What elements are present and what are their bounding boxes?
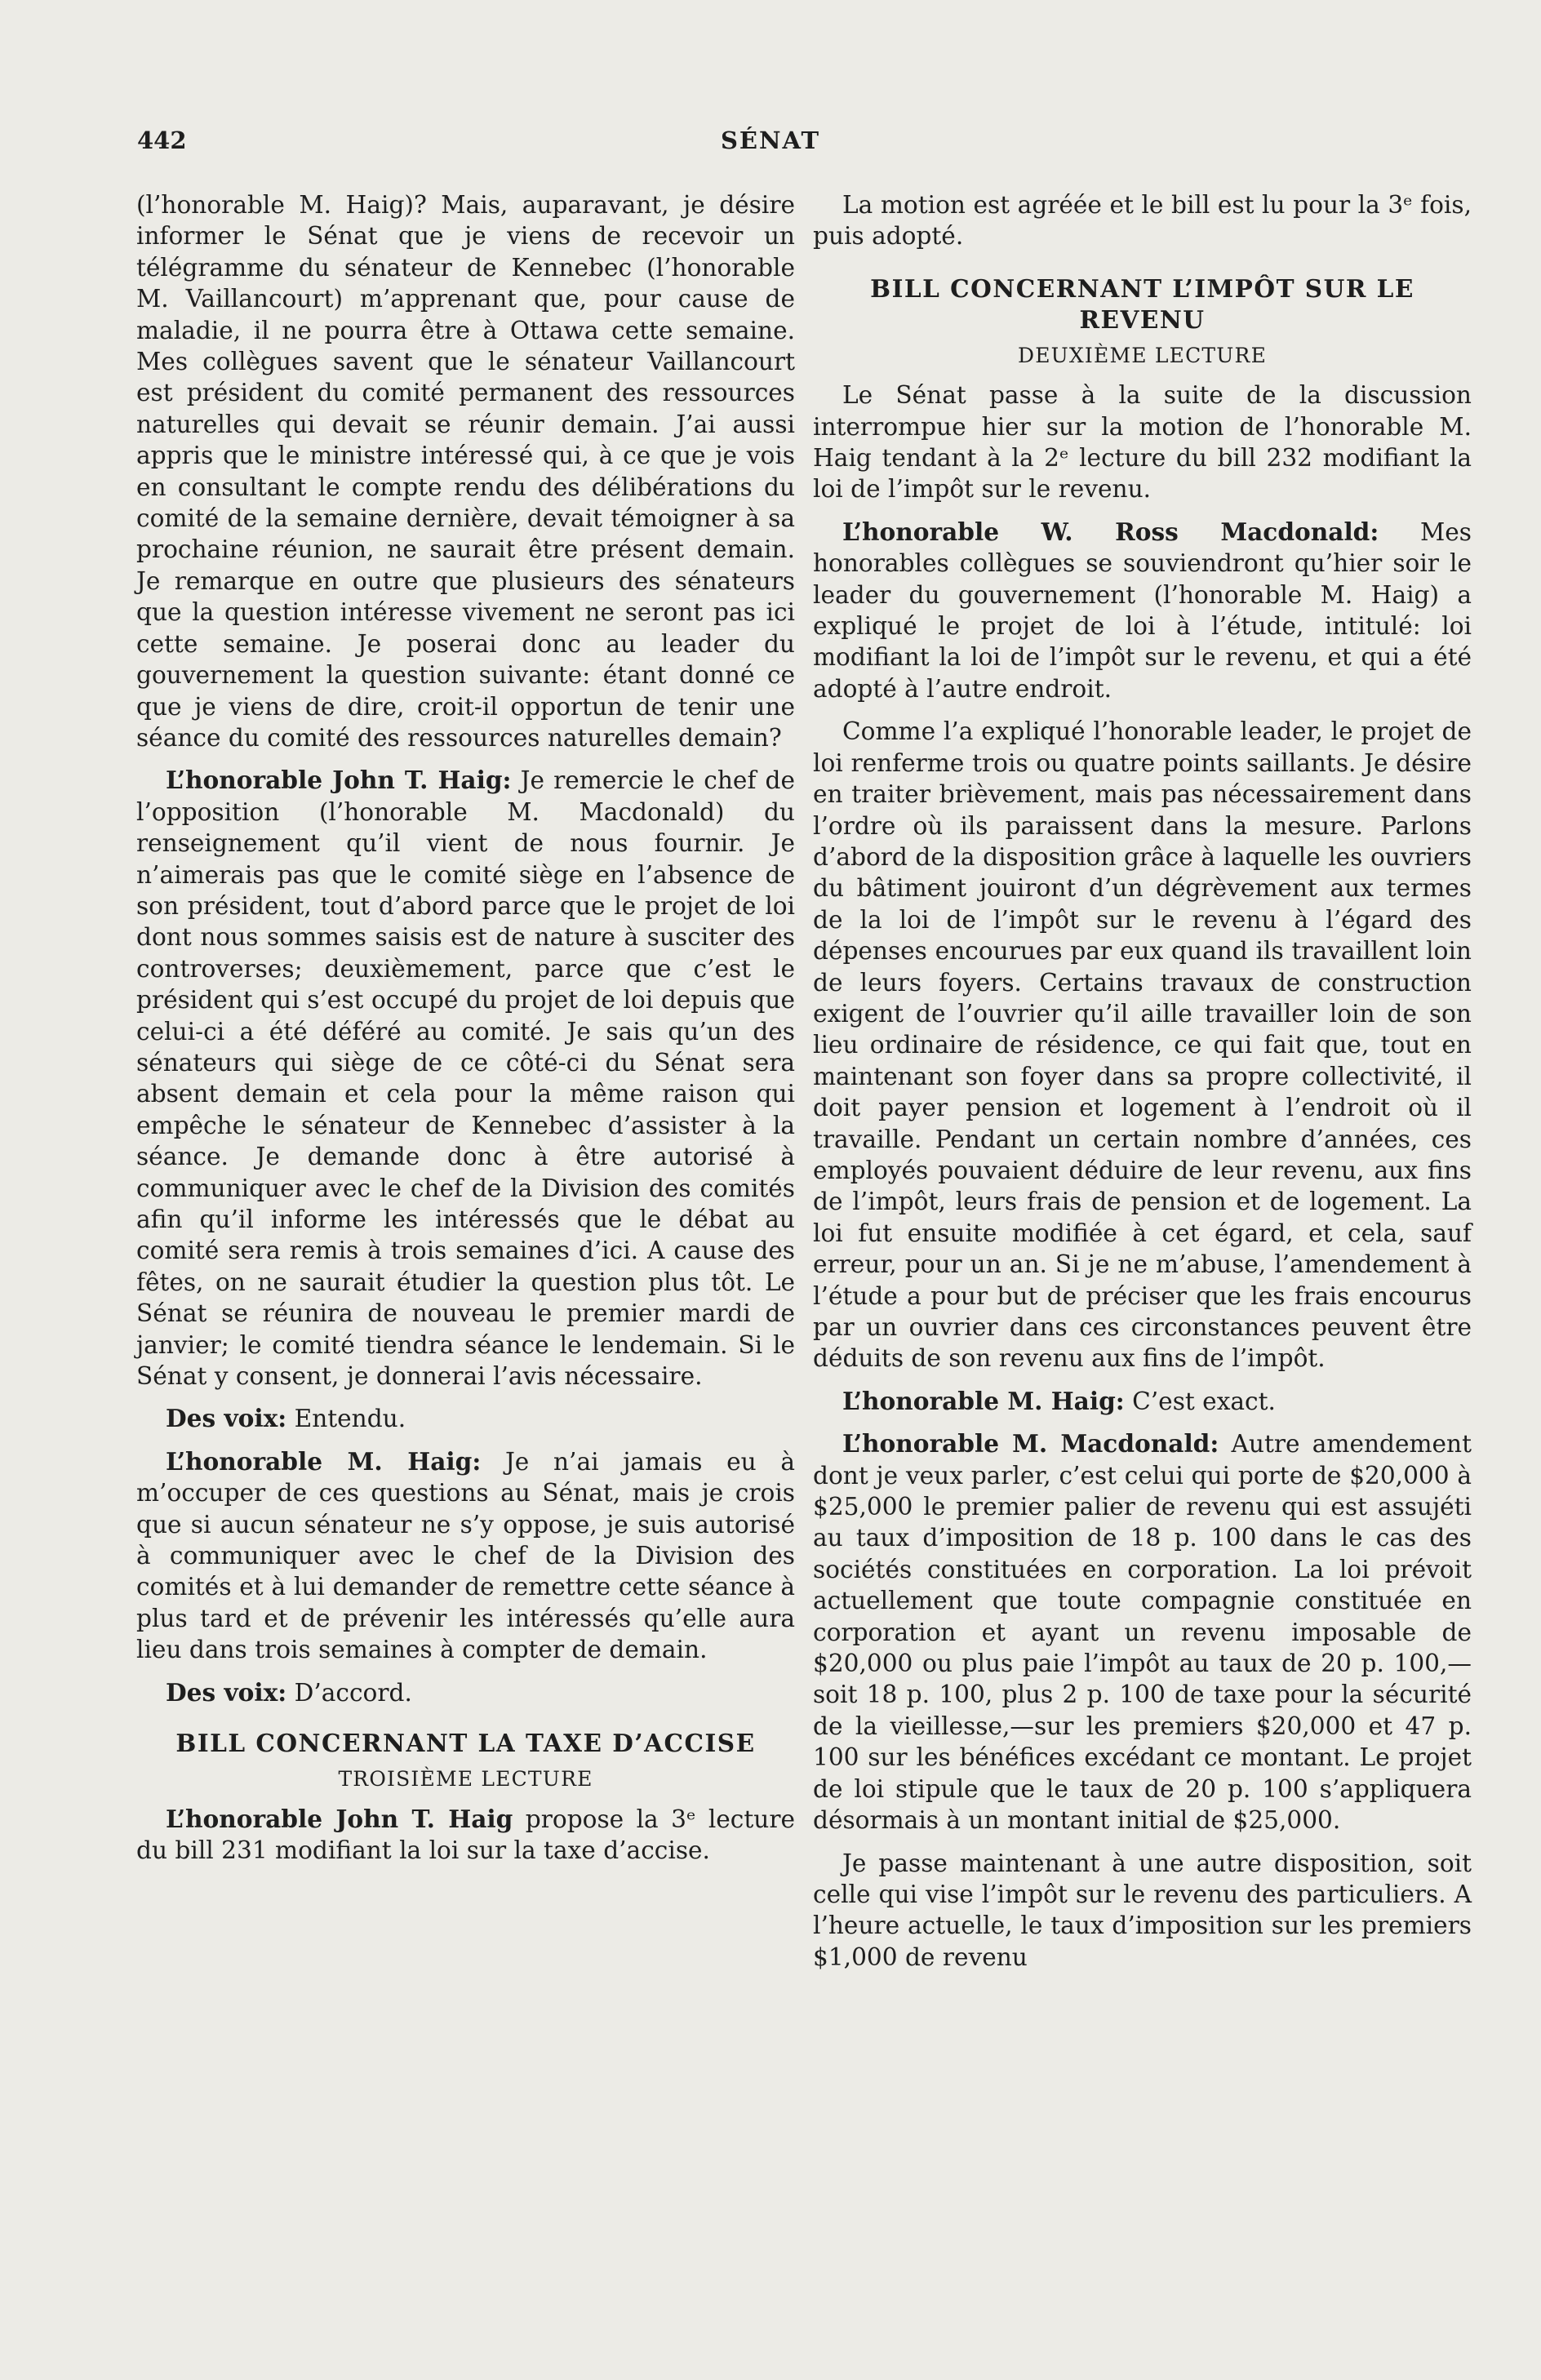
paragraph-text: C’est exact. bbox=[1124, 1387, 1276, 1415]
paragraph bbox=[136, 1446, 795, 1666]
paragraph bbox=[136, 1677, 795, 1708]
paragraph bbox=[813, 1428, 1472, 1836]
speaker-name: L’honorable M. Haig: bbox=[166, 1446, 482, 1476]
section-subheading: TROISIÈME LECTURE bbox=[338, 1767, 593, 1792]
speaker-name: L’honorable John T. Haig: bbox=[166, 766, 512, 795]
paragraph-text: Je n’ai jamais eu à m’occuper de ces questions au Sénat, mais je crois que si aucun sénateur ne s’y oppose, je suis autorisé à communiquer avec le chef de la Division des comités et à lui demander de remettre cette séance à plus tard et de prévenir les intéressés qu’elle aura lieu dans trois semaines à compter de demain. bbox=[136, 1447, 795, 1664]
running-head bbox=[131, 127, 1410, 167]
left-column bbox=[136, 189, 795, 1877]
paragraph bbox=[136, 1403, 795, 1434]
paragraph-text: D’accord. bbox=[286, 1678, 412, 1707]
speaker-name: L’honorable M. Macdonald: bbox=[842, 1429, 1219, 1459]
paragraph: La motion est agréée et le bill est lu pour la 3ᵉ fois, puis adopté. bbox=[813, 191, 1472, 251]
paragraph-text: propose la 3ᵉ lecture du bill 231 modifiant la loi sur la taxe d’accise. bbox=[136, 1805, 795, 1864]
paragraph bbox=[136, 1804, 795, 1867]
speaker-name: Des voix: bbox=[166, 1677, 287, 1707]
paragraph: Comme l’a expliqué l’honorable leader, le projet de loi renferme trois ou quatre points saillants. Je désire en traiter brièvement, mais pas nécessairement dans l’ordre où ils paraissent dans la mesure. Parlons d’abord de la disposition grâce à laquelle les ouvriers du bâtiment jouiront d’un dégrèvement aux termes de la loi de l’impôt sur le revenu à l’égard des dépenses encourues par eux quand ils travaillent loin de leurs foyers. Certains travaux de construction exigent de l’ouvrier qu’il aille travailler loin de son lieu ordinaire de résidence, ce qui fait que, tout en maintenant son foyer dans sa propre collectivité, il doit payer pension et logement à l’endroit où il travaille. Pendant un certain nombre d’années, ces employés pouvaient déduire de leur revenu, aux fins de l’impôt, leurs frais de pension et de logement. La loi fut ensuite modifiée à cet égard, et cela, sauf erreur, pour un an. Si je ne m’abuse, l’amendement à l’étude a pour but de préciser que les frais encourus par un ouvrier dans ces circonstances peuvent être déduits de son revenu aux fins de l’impôt. bbox=[813, 717, 1472, 1373]
speaker-name: L’honorable W. Ross Macdonald: bbox=[842, 517, 1379, 546]
paragraph-text: Entendu. bbox=[286, 1405, 406, 1433]
speaker-name: L’honorable M. Haig: bbox=[842, 1386, 1125, 1415]
paragraph: Je passe maintenant à une autre disposition, soit celle qui vise l’impôt sur le revenu des particuliers. A l’heure actuelle, le taux d’imposition sur les premiers $1,000 de revenu bbox=[813, 1849, 1472, 1971]
paragraph bbox=[813, 1386, 1472, 1417]
paragraph-text: Mes honorables collègues se souviendront qu’hier soir le leader du gouvernement (l’honorable M. Haig) a expliqué le projet de loi à l’étude, intitulé: loi modifiant la loi de l’impôt sur le revenu, et qui a été adopté à l’autre endroit. bbox=[813, 517, 1472, 703]
paragraph: (l’honorable M. Haig)? Mais, auparavant, je désire informer le Sénat que je viens de recevoir un télégramme du sénateur de Kennebec (l’honorable M. Vaillancourt) m’apprenant que, pour cause de maladie, il ne pourra être à Ottawa cette semaine. Mes collègues savent que le sénateur Vaillancourt est président du comité permanent des ressources naturelles qui devait se réunir demain. J’ai aussi appris que le ministre intéressé qui, à ce que je vois en consultant le compte rendu des délibérations du comité de la semaine dernière, devait témoigner à sa prochaine réunion, ne saurait être présent demain. Je remarque en outre que plusieurs des sénateurs que la question intéresse vivement ne seront pas ici cette semaine. Je poserai donc au leader du gouvernement la question suivante: étant donné ce que je viens de dire, croit-il opportun de tenir une séance du comité des ressources naturelles demain? bbox=[136, 191, 795, 752]
right-column bbox=[813, 189, 1472, 1984]
page-number: 442 bbox=[137, 127, 187, 154]
speaker-name: Des voix: bbox=[166, 1404, 287, 1433]
speaker-name: L’honorable John T. Haig bbox=[166, 1804, 513, 1833]
section-heading: BILL CONCERNANT LA TAXE D’ACCISE bbox=[175, 1729, 756, 1758]
section-heading: BILL CONCERNANT L’IMPÔT SUR LE REVENU bbox=[870, 273, 1414, 334]
paragraph bbox=[136, 765, 795, 1392]
paragraph bbox=[813, 517, 1472, 704]
section-subheading: DEUXIÈME LECTURE bbox=[1017, 343, 1268, 367]
page-title: SÉNAT bbox=[720, 127, 821, 154]
paragraph-text: Je remercie le chef de l’opposition (l’honorable M. Macdonald) du renseignement qu’il vient de nous fournir. Je n’aimerais pas que le comité siège en l’absence de son président, tout d’abord parce que le projet de loi dont nous sommes saisis est de nature à susciter des controverses; deuxièmement, parce que c’est le président qui s’est occupé du projet de loi depuis que celui-ci a été déféré au comité. Je sais qu’un des sénateurs qui siège de ce côté-ci du Sénat sera absent demain et cela pour la même raison qui empêche le sénateur de Kennebec d’assister à la séance. Je demande donc à être autorisé à communiquer avec le chef de la Division des comités afin qu’il informe les intéressés que le débat au comité sera remis à trois semaines d’ici. A cause des fêtes, on ne saurait étudier la question plus tôt. Le Sénat se réunira de nouveau le premier mardi de janvier; le comité tiendra séance le lendemain. Si le Sénat y consent, je donnerai l’avis nécessaire. bbox=[136, 766, 795, 1391]
paragraph: Le Sénat passe à la suite de la discussion interrompue hier sur la motion de l’honorable M. Haig tendant à la 2ᵉ lecture du bill 232 modifiant la loi de l’impôt sur le revenu. bbox=[813, 381, 1472, 504]
paragraph-text: Autre amendement dont je veux parler, c’est celui qui porte de $20,000 à $25,000 le premier palier de revenu qui est assujéti au taux d’imposition de 18 p. 100 dans le cas des sociétés constituées en corporation. La loi prévoit actuellement que toute compagnie constituée en corporation et ayant un revenu imposable de $20,000 ou plus paie l’impôt au taux de 20 p. 100,—soit 18 p. 100, plus 2 p. 100 de taxe pour la sécurité de la vieillesse,—sur les premiers $20,000 et 47 p. 100 sur les bénéfices excédant ce montant. Le projet de loi stipule que le taux de 20 p. 100 s’appliquera désormais à un montant initial de $25,000. bbox=[813, 1430, 1472, 1835]
